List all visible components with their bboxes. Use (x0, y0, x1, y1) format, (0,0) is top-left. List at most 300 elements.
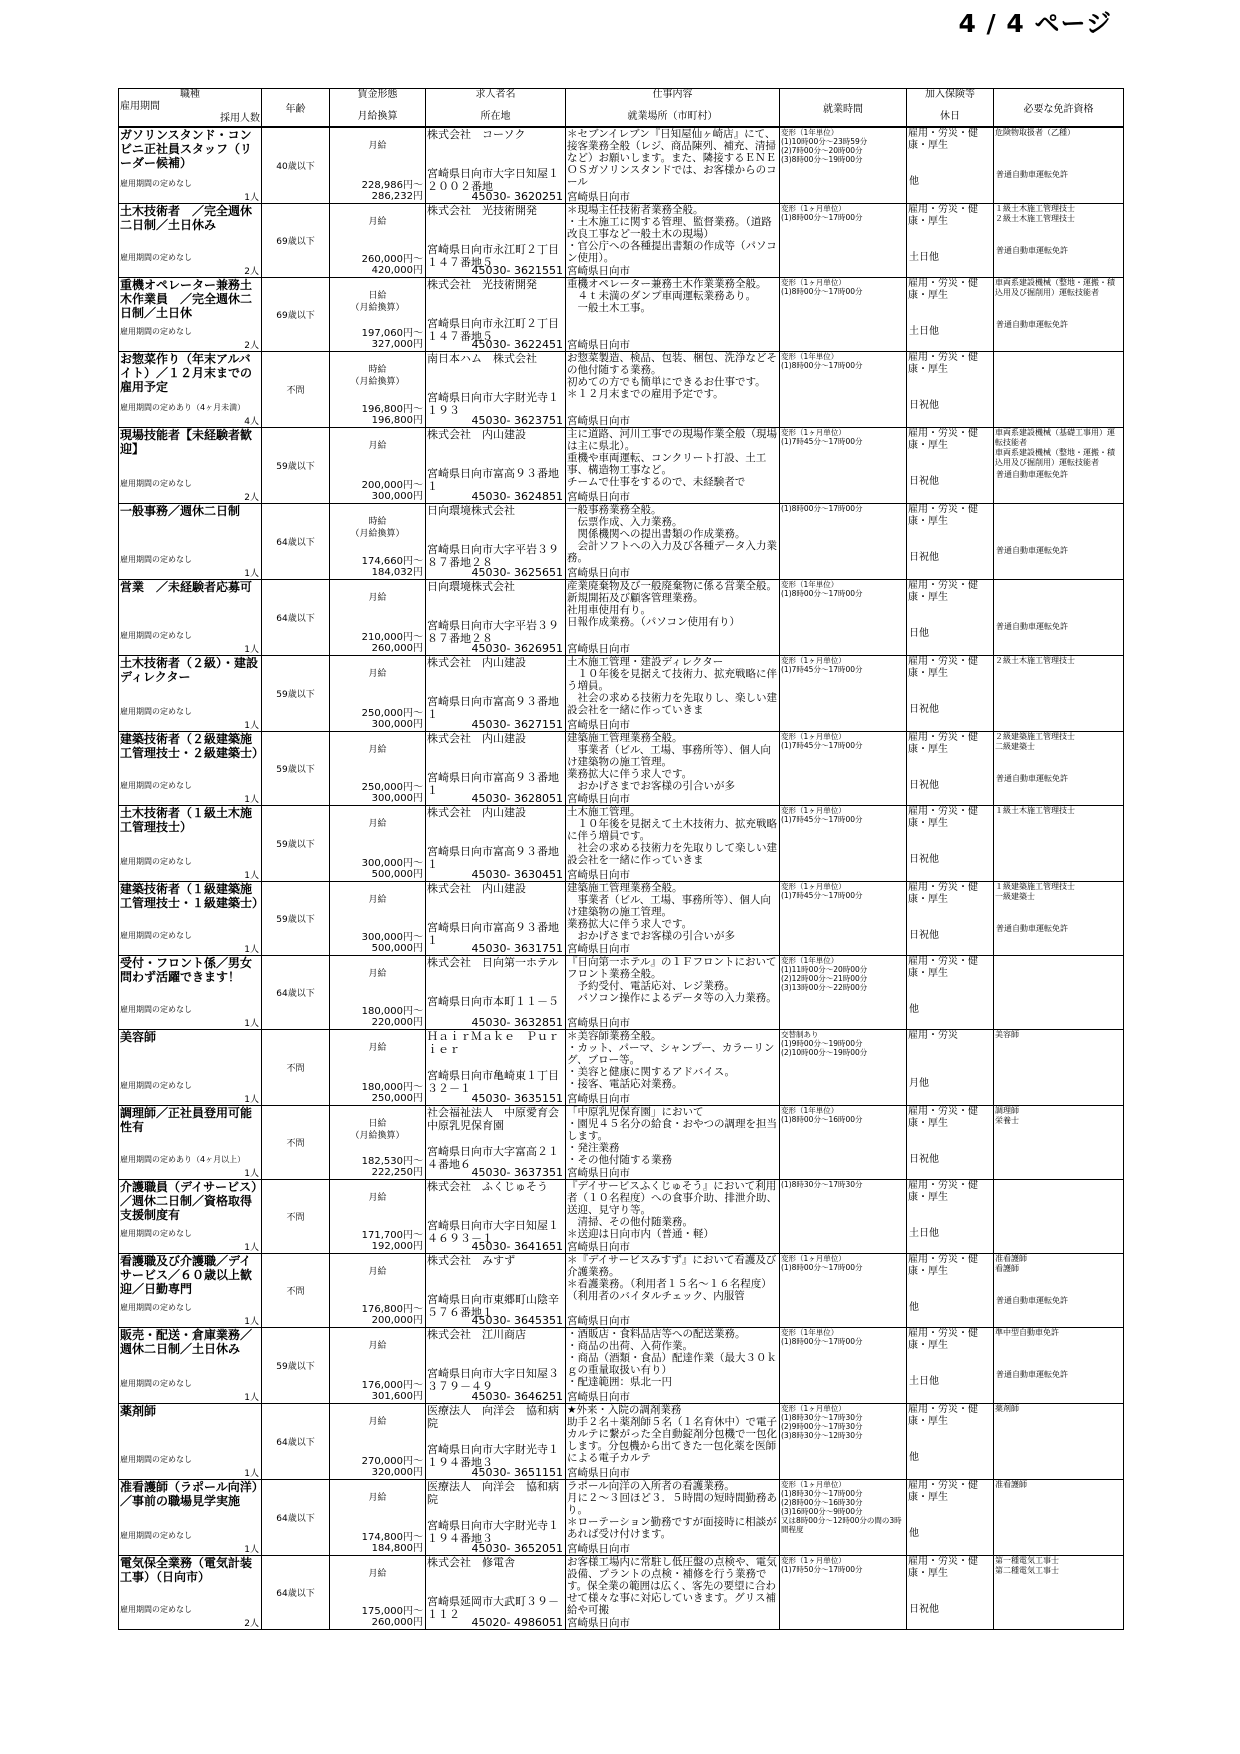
employment-period: 雇用期間の定めなし (120, 1530, 192, 1540)
required-license-secondary: 普通自動車運転免許 (996, 773, 1068, 783)
hire-count: 1人 (244, 1468, 259, 1479)
age-limit: 64歳以下 (262, 503, 330, 579)
content-cell (566, 1479, 780, 1555)
wage-amount: 250,000円～ 300,000円 (361, 781, 423, 804)
wage-type: 月給 (368, 440, 387, 451)
wage-type: 日給 (368, 1118, 387, 1129)
employer-cell (426, 1479, 566, 1555)
employer-address: 宮崎県日向市富高９３番地１ (427, 920, 559, 947)
insurance-cell (907, 127, 994, 203)
working-hours: 交替制あり (1)9時00分～19時00分 (2)10時00分～19時00分 (780, 1029, 907, 1105)
insurance: 雇用・労災・健康・厚生 (908, 579, 978, 603)
header-license: 必要な免許資格 (994, 89, 1124, 128)
required-license-secondary: 普通自動車運転免許 (996, 621, 1068, 631)
employer-address: 宮崎県日向市大字日知屋３３７９－４９ (427, 1366, 559, 1393)
hire-count: 1人 (244, 1242, 259, 1253)
job-title: 一般事務／週休二日制 (120, 503, 241, 518)
hire-count: 1人 (244, 944, 259, 955)
insurance-cell (907, 277, 994, 351)
employer-name: 株式会社 みすず (427, 1253, 516, 1267)
job-title: 薬剤師 (120, 1403, 157, 1418)
job-number: 45030- 3652051 (471, 1541, 563, 1555)
insurance: 雇用・労災・健康・厚生 (908, 1179, 978, 1203)
employment-period: 雇用期間の定めなし (120, 478, 192, 488)
hire-count: 1人 (244, 1392, 259, 1403)
work-location: 宮崎県日向市 (567, 264, 630, 277)
wage-amount: 174,660円～ 184,032円 (361, 555, 423, 578)
job-title: ガソリンスタンド・コンビニ正社員スタッフ（リーダー候補） (120, 128, 253, 170)
employer-cell (426, 503, 566, 579)
age-limit: 59歳以下 (262, 427, 330, 503)
job-listing-table (118, 88, 1124, 1630)
employment-period: 雇用期間の定めあり（4ヶ月以上） (120, 1154, 246, 1164)
employer-name: 株式会社 内山建設 (427, 731, 526, 745)
wage-type: 月給 (368, 592, 387, 603)
content-cell (566, 1029, 780, 1105)
table-row (119, 503, 1124, 579)
work-location: 宮崎県日向市 (567, 338, 630, 351)
employer-address: 宮崎県日向市富高９３番地１ (427, 466, 559, 493)
table-row (119, 955, 1124, 1029)
wage-cell (330, 1403, 426, 1479)
working-hours: 変形（1ヶ月単位） (1)8時00分～17時00分 (780, 1253, 907, 1327)
hire-count: 1人 (244, 192, 259, 203)
job-number: 45030- 3651151 (471, 1465, 563, 1479)
employment-period: 雇用期間の定めなし (120, 1302, 192, 1312)
age-limit: 64歳以下 (262, 1403, 330, 1479)
work-location: 宮崎県日向市 (567, 1092, 630, 1105)
age-limit: 40歳以下 (262, 127, 330, 203)
wage-type: 月給 (368, 818, 387, 829)
content-cell (566, 1555, 780, 1629)
wage-type: 月給 (368, 1416, 387, 1427)
wage-amount: 174,800円～ 184,800円 (361, 1531, 423, 1554)
employer-cell (426, 277, 566, 351)
header-hours: 就業時間 (780, 89, 907, 128)
employment-period: 雇用期間の定めなし (120, 178, 192, 188)
working-hours: 変形（1ヶ月単位） (1)8時30分～17時00分 (2)8時00分～16時30分 (3)16時00分～9時00分 又は8時00分～12時00分の間の3時間程度 (780, 1479, 907, 1555)
table-header-row (119, 89, 1124, 128)
wage-cell (330, 1327, 426, 1403)
age-limit: 不問 (262, 351, 330, 427)
insurance-cell (907, 881, 994, 955)
insurance: 雇用・労災・健康・厚生 (908, 277, 978, 301)
job-title: 調理師／正社員登用可能性有 (120, 1105, 253, 1134)
wage-amount: 200,000円～ 300,000円 (361, 479, 423, 502)
required-license: 調理師 栄養士 (995, 1105, 1019, 1125)
insurance: 雇用・労災・健康・厚生 (908, 805, 978, 829)
wage-cell (330, 1179, 426, 1253)
employment-period: 雇用期間の定めなし (120, 706, 192, 716)
insurance-cell (907, 1105, 994, 1179)
wage-cell (330, 579, 426, 655)
wage-cell (330, 1253, 426, 1327)
job-title: 土木技術者 ／完全週休二日制／土日休み (120, 203, 253, 232)
wage-cell (330, 955, 426, 1029)
wage-type: 月給 (368, 668, 387, 679)
wage-type: 時給 (368, 364, 387, 375)
age-limit: 59歳以下 (262, 1327, 330, 1403)
wage-amount: 180,000円～ 220,000円 (361, 1005, 423, 1028)
job-description: 重機オペレーター兼務土木作業業務全般。 ４ｔ未満のダンプ車両運転業務あり。 一般土木工事。 (567, 277, 767, 314)
required-license: 車両系建設機械（整地・運搬・積込用及び掘削用）運転技能者 (995, 277, 1115, 297)
wage-amount: 197,060円～ 327,000円 (361, 327, 423, 350)
wage-amount: 260,000円～ 420,000円 (361, 253, 423, 276)
holidays: 日祝他 (909, 1153, 939, 1165)
insurance: 雇用・労災・健康・厚生 (908, 128, 978, 151)
job-cell (119, 1555, 262, 1629)
wage-type: 月給 (368, 216, 387, 227)
table-row (119, 1555, 1124, 1629)
holidays: 他 (909, 1451, 919, 1463)
insurance-cell (907, 1479, 994, 1555)
wage-cell (330, 203, 426, 277)
job-number: 45030- 3625651 (471, 565, 563, 579)
wage-type: 月給 (368, 894, 387, 905)
content-cell (566, 731, 780, 805)
working-hours: 変形（1ヶ月単位） (1)8時30分～17時30分 (2)9時00分～17時30分 (3)8時30分～12時30分 (780, 1403, 907, 1479)
employer-cell (426, 1403, 566, 1479)
content-cell (566, 1105, 780, 1179)
job-title: 営業 ／未経験者応募可 (120, 579, 253, 594)
hire-count: 1人 (244, 1018, 259, 1029)
working-hours: 変形（1年単位） (1)8時00分～16時00分 (780, 1105, 907, 1179)
job-number: 45030- 3622451 (471, 337, 563, 351)
hire-count: 1人 (244, 1168, 259, 1179)
required-license: 薬剤師 (995, 1403, 1019, 1413)
hire-count: 2人 (244, 266, 259, 277)
age-limit: 不問 (262, 1253, 330, 1327)
employer-cell (426, 731, 566, 805)
content-cell (566, 655, 780, 731)
holidays: 土日他 (909, 251, 939, 263)
wage-type: 月給 (368, 1568, 387, 1579)
insurance: 雇用・労災・健康・厚生 (908, 427, 978, 451)
required-license-secondary: 普通自動車運転免許 (996, 469, 1068, 479)
required-license-secondary: 普通自動車運転免許 (996, 923, 1068, 933)
employment-period: 雇用期間の定めなし (120, 930, 192, 940)
employer-name: 株式会社 内山建設 (427, 805, 526, 819)
employer-cell (426, 351, 566, 427)
wage-cell (330, 1555, 426, 1629)
holidays: 日祝他 (909, 779, 939, 791)
license-cell (994, 503, 1124, 579)
job-number: 45030- 3620251 (471, 189, 563, 203)
holidays: 土日他 (909, 325, 939, 337)
employer-cell (426, 655, 566, 731)
insurance-cell (907, 1403, 994, 1479)
employer-cell (426, 1179, 566, 1253)
employer-address: 宮崎県日向市大字財光寺１１９４番地３ (427, 1518, 559, 1545)
work-location: 宮崎県日向市 (567, 642, 630, 655)
employer-name: 医療法人 向洋会 協和病院 (427, 1403, 559, 1430)
job-description: ＊セブンイレブン『日知屋仙ヶ崎店』にて、接客業務全般（レジ、商品陳列、補充、清掃など）お願いします。また、隣接するＥＮＥＯＳガソリンスタンドでは、お客様からのコール (567, 128, 777, 188)
content-cell (566, 427, 780, 503)
wage-amount: 176,800円～ 200,000円 (361, 1303, 423, 1326)
employer-name: 株式会社 ふくじゅそう (427, 1179, 548, 1193)
wage-cell (330, 1029, 426, 1105)
table-row (119, 1479, 1124, 1555)
insurance: 雇用・労災・健康・厚生 (908, 1555, 978, 1579)
job-number: 45030- 3641651 (471, 1239, 563, 1253)
job-number: 45030- 3624851 (471, 489, 563, 503)
required-license-secondary: 普通自動車運転免許 (996, 245, 1068, 255)
license-cell (994, 881, 1124, 955)
job-description: ＊現場主任技術者業務全般。 ・土木施工に関する管理、監督業務。（道路改良工事など一般土木の現場） ・官公庁への各種提出書類の作成等（パソコン使用）。 (567, 203, 777, 264)
wage-type: 月給 (368, 744, 387, 755)
wage-cell (330, 655, 426, 731)
employer-name: ＨａｉｒＭａｋｅ Ｐｕｒｉｅｒ (427, 1029, 559, 1056)
employer-cell (426, 1555, 566, 1629)
employer-address: 宮崎県日向市本町１１－５ (427, 994, 559, 1008)
employer-address: 宮崎県日向市大字財光寺１１９３ (427, 390, 559, 417)
insurance-cell (907, 1327, 994, 1403)
work-location: 宮崎県日向市 (567, 190, 630, 203)
holidays: 日祝他 (909, 1603, 939, 1615)
hire-count: 2人 (244, 340, 259, 351)
job-description: 建築施工管理業務全般。 事業者（ビル、工場、事務所等）、個人向け建築物の施工管理。 業務拡大に伴う求人です。 おかげさまでお客様の引合いが多 (567, 731, 771, 792)
hire-count: 2人 (244, 1618, 259, 1629)
page-number: 4 / 4 ページ (958, 9, 1112, 38)
insurance: 雇用・労災 (908, 1029, 958, 1041)
job-title: 土木技術者（２級）・建設ディレクター (120, 655, 259, 684)
job-cell (119, 427, 262, 503)
job-cell (119, 277, 262, 351)
job-description: お惣菜製造、検品、包装、梱包、洗浄などその他付随する業務。 初めての方でも簡単にできるお仕事です。 ＊１２月末までの雇用予定です。 (567, 351, 777, 400)
holidays: 日祝他 (909, 551, 939, 563)
employer-name: 医療法人 向洋会 協和病院 (427, 1479, 559, 1506)
job-number: 45030- 3646251 (471, 1389, 563, 1403)
insurance: 雇用・労災・健康・厚生 (908, 351, 978, 375)
employer-address: 宮崎県延岡市大武町３９－１１２ (427, 1594, 559, 1621)
working-hours: 変形（1年単位） (1)8時00分～17時00分 (780, 579, 907, 655)
insurance-cell (907, 655, 994, 731)
hire-count: 1人 (244, 1316, 259, 1327)
table-row (119, 1179, 1124, 1253)
employment-period: 雇用期間の定めなし (120, 1454, 192, 1464)
content-cell (566, 1253, 780, 1327)
header-employer: 求人者名 所在地 (426, 89, 566, 128)
license-cell (994, 427, 1124, 503)
employer-name: 株式会社 江川商店 (427, 1327, 526, 1341)
working-hours: 変形（1年単位） (1)8時00分～17時00分 (780, 1327, 907, 1403)
job-cell (119, 1327, 262, 1403)
license-cell (994, 655, 1124, 731)
employer-cell (426, 1105, 570, 1179)
required-license: 准看護師 (995, 1479, 1027, 1489)
holidays: 他 (909, 176, 919, 187)
required-license: １級土木施工管理技士 (995, 805, 1075, 815)
working-hours: 変形（1ヶ月単位） (1)8時00分～17時00分 (780, 203, 907, 277)
table-row (119, 1029, 1124, 1105)
license-cell (994, 1029, 1124, 1105)
job-description: 土木施工管理・建設ディレクター １０年後を見据えて技術力、拡充戦略に伴う増員。 社会の求める技術力を先取りし、楽しい建設会社を一緒に作っていきま (567, 655, 777, 716)
required-license: 車両系建設機械（基礎工事用）運転技能者 車両系建設機械（整地・運搬・積込用及び掘削用）運転技能者 (995, 427, 1115, 467)
job-number: 45030- 3627151 (471, 717, 563, 731)
table-row (119, 805, 1124, 881)
header-job-content: 仕事内容 就業場所（市町村） (566, 89, 780, 128)
working-hours: (1)8時00分～17時00分 (780, 503, 907, 579)
employment-period: 雇用期間の定めなし (120, 326, 192, 336)
working-hours: 変形（1ヶ月単位） (1)7時45分～17時00分 (780, 655, 907, 731)
wage-amount: 300,000円～ 500,000円 (361, 857, 423, 880)
wage-amount: 196,800円～ 196,800円 (361, 403, 423, 426)
wage-type: 月給 (368, 1340, 387, 1351)
required-license: 美容師 (995, 1029, 1019, 1039)
job-title: 重機オペレーター兼務土木作業員 ／完全週休二日制／土日休 (120, 277, 253, 320)
employer-address: 宮崎県日向市永江町２丁目１４７番地５ (427, 316, 559, 343)
job-title: 受付・フロント係／男女問わず活躍できます！ (120, 955, 253, 984)
insurance-cell (907, 805, 994, 881)
employer-cell (426, 579, 566, 655)
employer-name: 南日本ハム 株式会社 (427, 351, 537, 365)
wage-cell (330, 427, 426, 503)
required-license: 准看護師 看護師 (995, 1253, 1027, 1273)
job-number: 45030- 3637351 (471, 1165, 563, 1179)
hire-count: 1人 (244, 720, 259, 731)
job-cell (119, 1029, 262, 1105)
table-row (119, 277, 1124, 351)
age-limit: 64歳以下 (262, 1555, 330, 1629)
job-description: 産業廃棄物及び一般廃棄物に係る営業全般。 新規開拓及び顧客管理業務。 社用車使用有り。 日報作成業務。（パソコン使用有り） (567, 579, 777, 628)
header-insurance: 加入保険等 休日 (907, 89, 994, 128)
wage-cell (330, 351, 426, 427)
job-title: 土木技術者（１級土木施工管理技士） (120, 805, 253, 834)
employer-cell (426, 203, 566, 277)
employment-period: 雇用期間の定めなし (120, 1080, 192, 1090)
employment-period: 雇用期間の定めなし (120, 1228, 192, 1238)
job-title: 美容師 (120, 1029, 157, 1044)
table-row (119, 203, 1124, 277)
wage-amount: 182,530円～ 222,250円 (361, 1155, 423, 1178)
employer-name: 日向環境株式会社 (427, 579, 515, 593)
wage-cell (330, 731, 426, 805)
wage-cell (330, 503, 426, 579)
employment-period: 雇用期間の定めなし (120, 1004, 192, 1014)
insurance-cell (907, 427, 994, 503)
employer-name: 株式会社 光技術開発 (427, 277, 537, 291)
content-cell (566, 1403, 780, 1479)
job-cell (119, 503, 262, 579)
employer-name: 株式会社 日向第一ホテル (427, 955, 559, 969)
job-number: 45030- 3621551 (471, 263, 563, 277)
job-title: 准看護師（ラポール向洋）／事前の職場見学実施 (120, 1479, 258, 1508)
required-license-secondary: 普通自動車運転免許 (996, 545, 1068, 555)
wage-amount: 210,000円～ 260,000円 (361, 631, 423, 654)
hire-count: 1人 (244, 1544, 259, 1555)
content-cell (566, 1327, 780, 1403)
employer-name: 株式会社 光技術開発 (427, 203, 537, 217)
job-description: 『デイサービスふくじゅそう』において利用者（１０名程度）への食事介助、排泄介助、送迎、見守り等。 清掃、その他付随業務。 ＊送迎は日向市内（普通・軽） (567, 1179, 777, 1240)
age-limit: 不問 (262, 1105, 330, 1179)
employer-name: 株式会社 コーソク (427, 128, 526, 141)
license-cell (994, 731, 1124, 805)
employer-cell (426, 881, 566, 955)
job-cell (119, 1253, 262, 1327)
age-limit: 64歳以下 (262, 955, 330, 1029)
holidays: 土日他 (909, 1227, 939, 1239)
insurance-cell (907, 1179, 994, 1253)
hire-count: 1人 (244, 794, 259, 805)
work-location: 宮崎県日向市 (567, 1466, 630, 1479)
job-description: お客様工場内に常駐し低圧盤の点検や、電気設備、プラントの点検・補修を行う業務です。保全業の範囲は広く、客先の要望に合わせて様々な事に対応していきます。グリス補給や可搬 (567, 1555, 777, 1616)
age-limit: 69歳以下 (262, 277, 330, 351)
table-row (119, 1327, 1124, 1403)
employer-cell (426, 127, 566, 203)
required-license-secondary: 普通自動車運転免許 (996, 319, 1068, 329)
content-cell (566, 127, 780, 203)
table-row (119, 731, 1124, 805)
wage-amount: 250,000円～ 300,000円 (361, 707, 423, 730)
insurance: 雇用・労災・健康・厚生 (908, 1403, 978, 1427)
holidays: 他 (909, 1003, 919, 1015)
working-hours: 変形（1ヶ月単位） (1)7時50分～17時00分 (780, 1555, 907, 1629)
working-hours: 変形（1ヶ月単位） (1)7時45分～17時00分 (780, 881, 907, 955)
insurance: 雇用・労災・健康・厚生 (908, 955, 978, 979)
insurance: 雇用・労災・健康・厚生 (908, 503, 978, 527)
working-hours: 変形（1年単位） (1)11時00分～20時00分 (2)12時00分～21時00分 (3)13時00分～22時00分 (780, 955, 907, 1029)
job-description: 主に道路、河川工事での現場作業全般（現場は主に県北）。 重機や車両運転、コンクリート打設、土工事、構造物工事など。 チームで仕事をするので、未経験者で (567, 427, 777, 488)
holidays: 月他 (909, 1077, 929, 1089)
job-description: ・酒販店・食料品店等への配送業務。 ・商品の出荷、入荷作業。 ・商品（酒類・食品）配達作業（最大３０ｋｇの重量取扱い有り） ・配達範囲：県北一円 (567, 1327, 777, 1388)
job-number: 45030- 3645351 (471, 1313, 563, 1327)
license-cell (994, 579, 1124, 655)
working-hours: 変形（1ヶ月単位） (1)8時00分～17時00分 (780, 277, 907, 351)
work-location: 宮崎県日向市 (567, 1616, 630, 1629)
insurance-cell (907, 1555, 994, 1629)
job-number: 45030- 3632851 (471, 1015, 563, 1029)
employer-address: 宮崎県日向市富高９３番地１ (427, 770, 559, 797)
wage-cell (330, 1105, 426, 1179)
age-limit: 59歳以下 (262, 731, 330, 805)
work-location: 宮崎県日向市 (567, 490, 630, 503)
working-hours: 変形（1ヶ月単位） (1)7時45分～17時00分 (780, 805, 907, 881)
job-cell (119, 203, 262, 277)
employer-address: 宮崎県日向市東郷町山陰辛５７６番地１ (427, 1292, 559, 1319)
employment-period: 雇用期間の定めなし (120, 1378, 192, 1388)
working-hours: 変形（1ヶ月単位） (1)7時45分～17時00分 (780, 731, 907, 805)
required-license: １級土木施工管理技士 ２級土木施工管理技士 (995, 203, 1075, 223)
content-cell (566, 277, 780, 351)
license-cell (994, 1179, 1124, 1253)
insurance-cell (907, 351, 994, 427)
wage-type: 日給 (368, 290, 387, 301)
content-cell (566, 955, 780, 1029)
insurance-cell (907, 955, 994, 1029)
insurance: 雇用・労災・健康・厚生 (908, 203, 978, 227)
job-title: 建築技術者（２級建築施工管理技士・２級建築士） (120, 731, 265, 760)
wage-cell (330, 805, 426, 881)
holidays: 他 (909, 1527, 919, 1539)
age-limit: 59歳以下 (262, 805, 330, 881)
job-number: 45020- 4986051 (471, 1615, 563, 1629)
license-cell (994, 1327, 1124, 1403)
age-limit: 64歳以下 (262, 1479, 330, 1555)
job-description: ラポール向洋の入所者の看護業務。 月に２～３回ほど３．５時間の短時間勤務あり。 ＊ローテーション勤務ですが面接時に相談があれば受け付けます。 (567, 1479, 777, 1540)
content-cell (566, 805, 780, 881)
job-cell (119, 1105, 262, 1179)
content-cell (566, 503, 780, 579)
wage-type: 月給 (368, 1042, 387, 1053)
job-description: 「中原乳児保育園」において ・園児４５名分の給食・おやつの調理を担当します。 ・発注業務 ・その他付随する業務 (567, 1105, 777, 1166)
age-limit: 64歳以下 (262, 579, 330, 655)
job-description: ＊美容師業務全般。 ・カット、パーマ、シャンプー、カラーリング、ブロー等。 ・美容と健康に関するアドバイス。 ・接客、電話応対業務。 (567, 1029, 775, 1090)
employer-address: 宮崎県日向市富高９３番地１ (427, 844, 559, 871)
required-license-secondary: 普通自動車運転免許 (996, 1369, 1068, 1379)
wage-cell (330, 277, 426, 351)
work-location: 宮崎県日向市 (567, 942, 630, 955)
job-title: 現場技能者【未経験者歓迎】 (120, 427, 253, 456)
